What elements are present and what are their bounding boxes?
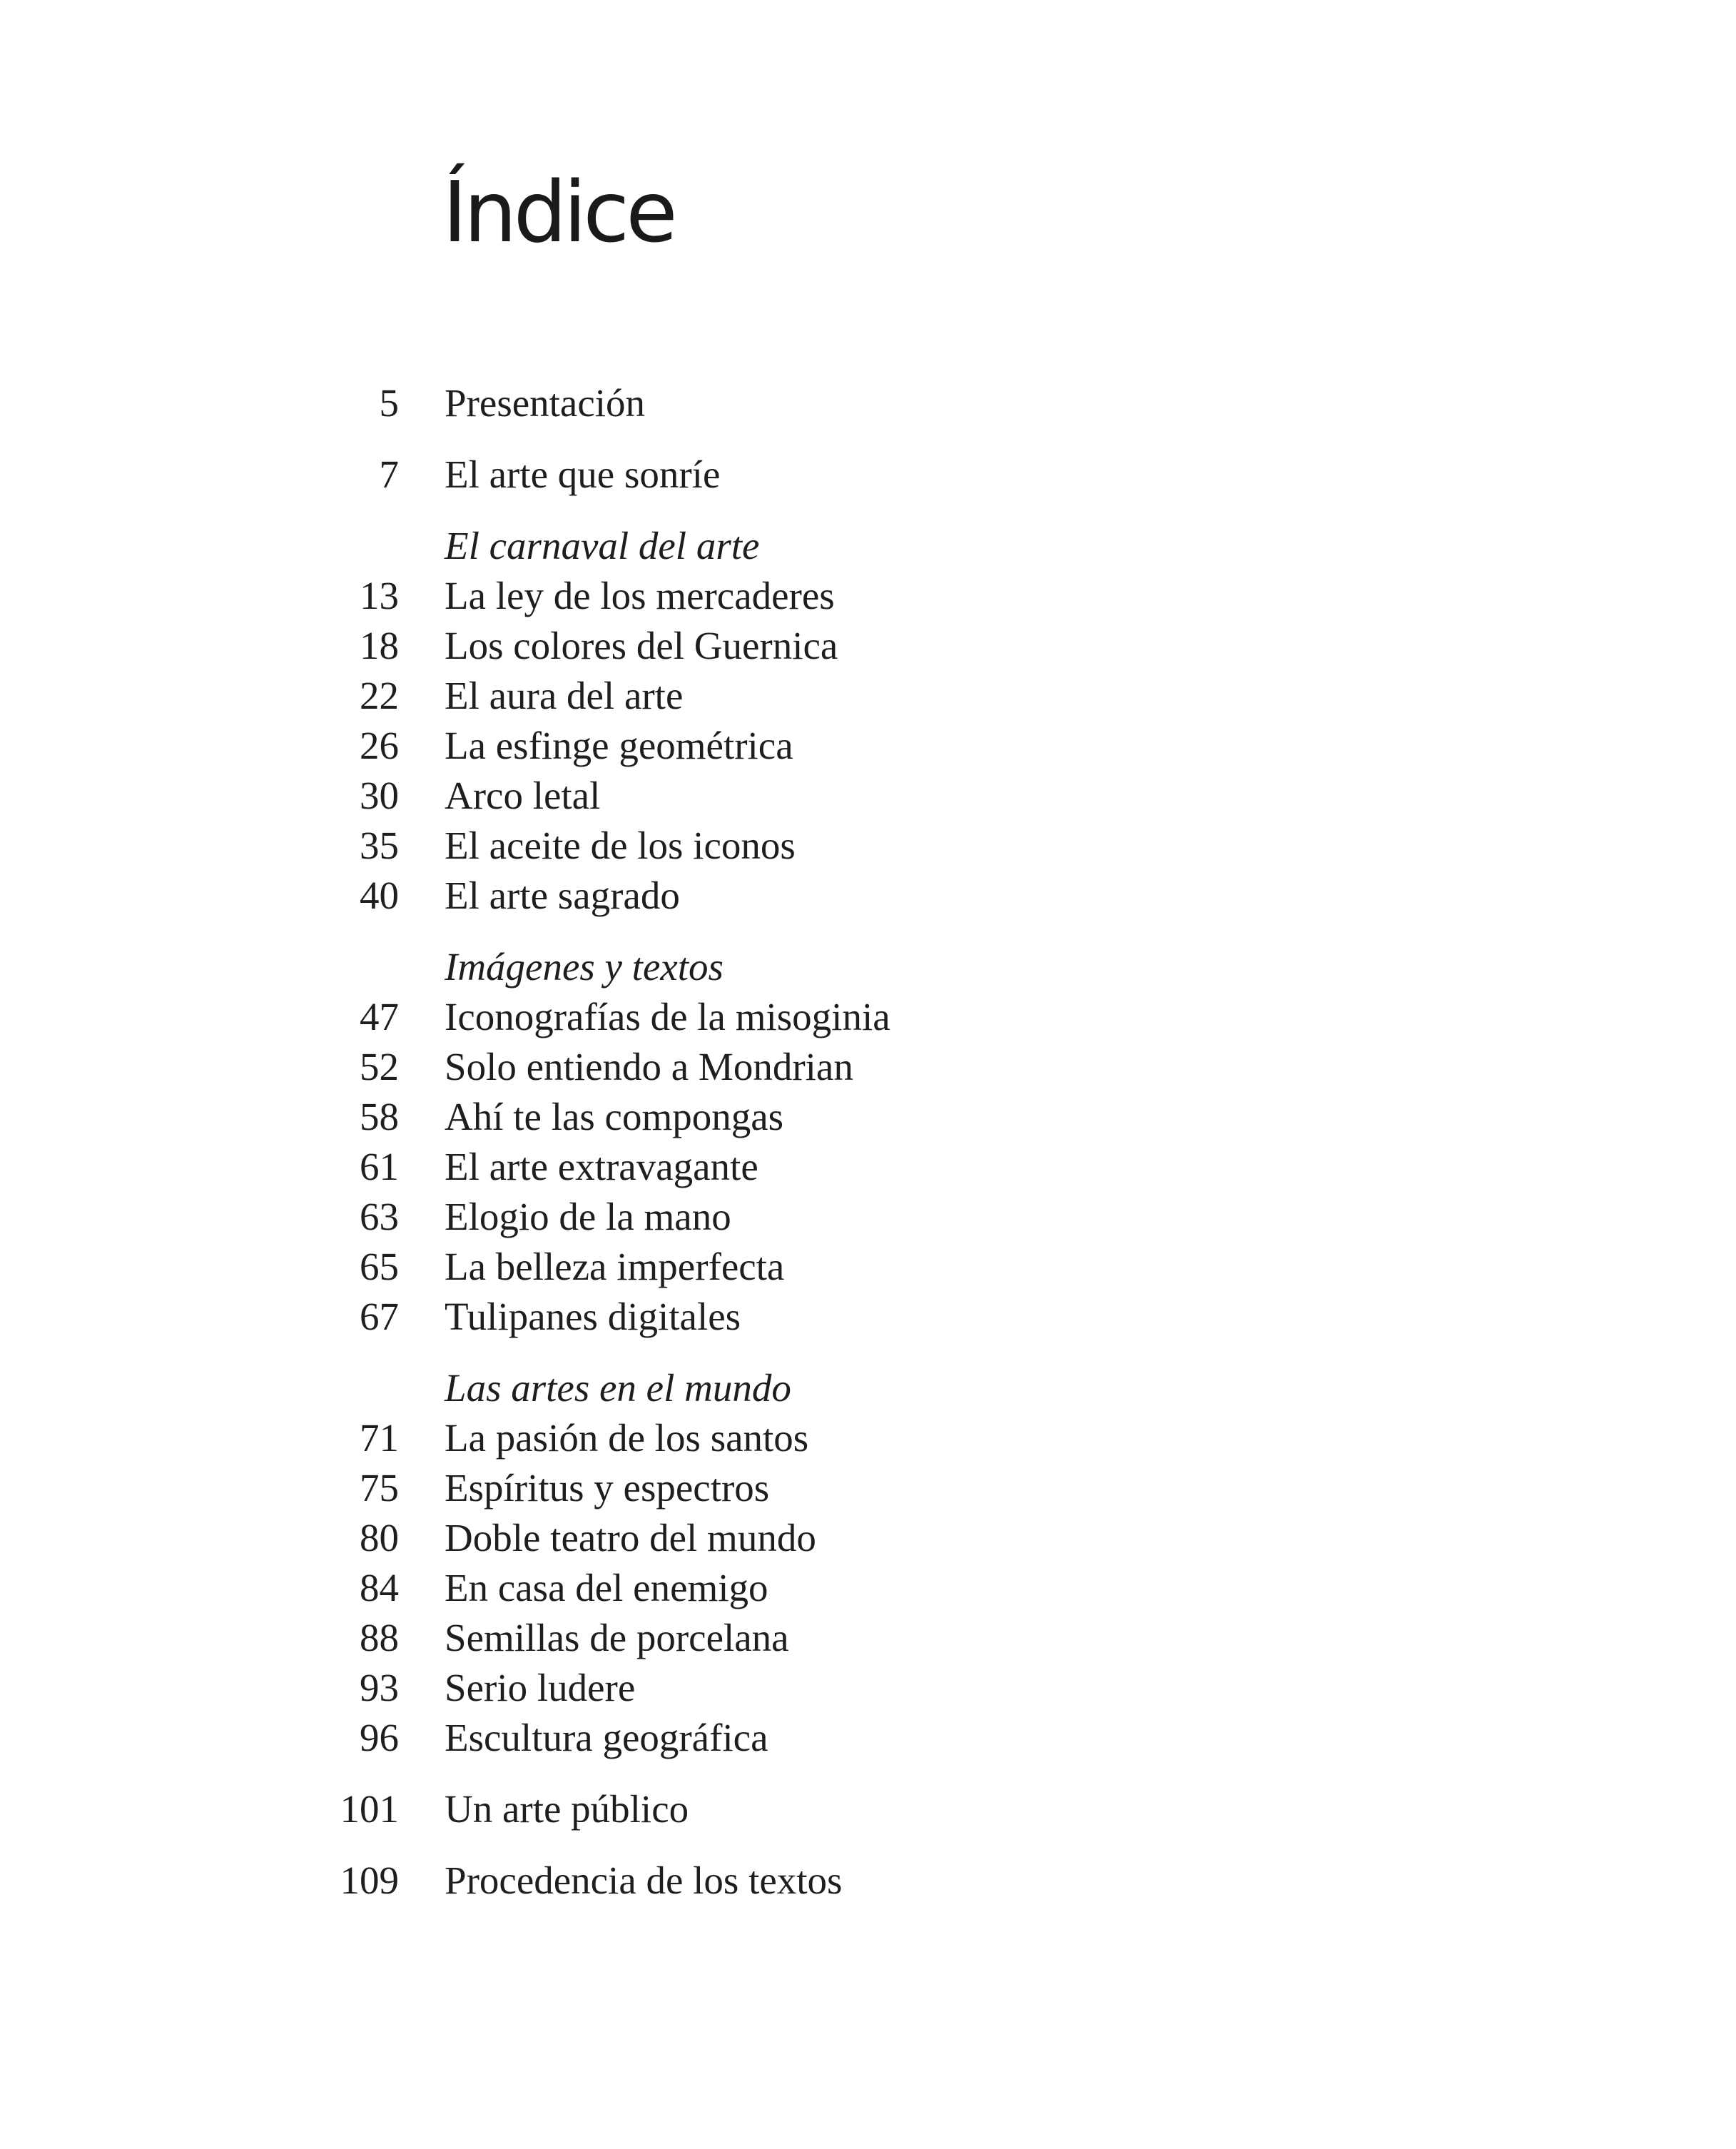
toc-entry[interactable] — [0, 1784, 1736, 1834]
toc-entry[interactable] — [0, 1713, 1736, 1763]
page-title: Índice — [442, 163, 674, 261]
toc-entry[interactable] — [0, 992, 1736, 1042]
toc-entry[interactable] — [0, 1463, 1736, 1513]
toc-page-number: 7 — [379, 452, 399, 496]
toc-entry[interactable] — [0, 1142, 1736, 1192]
toc-entry[interactable] — [0, 1563, 1736, 1613]
toc-page-number: 63 — [360, 1195, 399, 1238]
toc-page-number: 71 — [360, 1416, 399, 1460]
toc-entry-title: Los colores del Guernica — [445, 624, 838, 667]
toc-entry-title: El aceite de los iconos — [445, 824, 796, 867]
toc-entry[interactable] — [0, 1042, 1736, 1092]
toc-entry-title: Presentación — [445, 381, 646, 425]
toc-page-number: 5 — [379, 381, 399, 425]
toc-entry[interactable] — [0, 1092, 1736, 1142]
section-heading: Las artes en el mundo — [445, 1366, 791, 1410]
toc-page-number: 47 — [360, 995, 399, 1038]
toc-entry-title: El arte que sonríe — [445, 452, 721, 496]
toc-entry-title: La esfinge geométrica — [445, 724, 793, 767]
toc-page-number: 65 — [360, 1245, 399, 1288]
toc-page-number: 109 — [340, 1859, 399, 1902]
toc-entry-title: Elogio de la mano — [445, 1195, 731, 1238]
toc-entry-title: Semillas de porcelana — [445, 1616, 789, 1659]
toc-page-number: 35 — [360, 824, 399, 867]
toc-entry[interactable] — [0, 1513, 1736, 1563]
toc-entry-title: La pasión de los santos — [445, 1416, 809, 1460]
toc-page-number: 61 — [360, 1145, 399, 1188]
toc-entry-title: Escultura geográfica — [445, 1716, 768, 1759]
toc-entry[interactable] — [0, 1192, 1736, 1242]
toc-entry[interactable] — [0, 1856, 1736, 1906]
toc-entry-title: Tulipanes digitales — [445, 1295, 741, 1338]
toc-page-number: 26 — [360, 724, 399, 767]
toc-entry[interactable] — [0, 1663, 1736, 1713]
toc-entry-title: Espíritus y espectros — [445, 1466, 770, 1510]
section-heading: El carnaval del arte — [445, 524, 760, 567]
toc-entry[interactable] — [0, 1413, 1736, 1463]
section-heading: Imágenes y textos — [445, 945, 724, 988]
toc-entry[interactable] — [0, 1613, 1736, 1663]
toc-entry[interactable] — [0, 571, 1736, 621]
toc-entry[interactable] — [0, 871, 1736, 921]
toc-entry[interactable] — [0, 1292, 1736, 1342]
toc-page-number: 52 — [360, 1045, 399, 1088]
toc-entry-title: Iconografías de la misoginia — [445, 995, 890, 1038]
toc-entry-title: En casa del enemigo — [445, 1566, 768, 1609]
toc-entry-title: Procedencia de los textos — [445, 1859, 843, 1902]
toc-entry[interactable] — [0, 671, 1736, 721]
toc-page-number: 84 — [360, 1566, 399, 1609]
toc-entry-title: El arte sagrado — [445, 874, 680, 917]
toc-entry-title: Arco letal — [445, 774, 601, 817]
toc-page-number: 101 — [340, 1787, 399, 1831]
toc-page-number: 22 — [360, 674, 399, 717]
toc-entry-title: El aura del arte — [445, 674, 684, 717]
toc-page-number: 40 — [360, 874, 399, 917]
toc-page-number: 75 — [360, 1466, 399, 1510]
toc-page-number: 13 — [360, 574, 399, 617]
toc-page-number: 93 — [360, 1666, 399, 1709]
toc-entry-title: Un arte público — [445, 1787, 689, 1831]
toc-page-number: 30 — [360, 774, 399, 817]
toc-entry-title: La ley de los mercaderes — [445, 574, 835, 617]
toc-entry[interactable] — [0, 721, 1736, 771]
toc-entry[interactable] — [0, 378, 1736, 428]
toc-entry-title: La belleza imperfecta — [445, 1245, 785, 1288]
toc-entry[interactable] — [0, 1242, 1736, 1292]
toc-entry-title: Solo entiendo a Mondrian — [445, 1045, 853, 1088]
toc-page-number: 80 — [360, 1516, 399, 1559]
toc-page-number: 67 — [360, 1295, 399, 1338]
toc-entry[interactable] — [0, 821, 1736, 871]
toc-page-number: 18 — [360, 624, 399, 667]
toc-entry[interactable] — [0, 621, 1736, 671]
toc-page-number: 58 — [360, 1095, 399, 1138]
toc-entry-title: Serio ludere — [445, 1666, 636, 1709]
toc-entry-title: El arte extravagante — [445, 1145, 758, 1188]
toc-page-number: 96 — [360, 1716, 399, 1759]
toc-entry-title: Doble teatro del mundo — [445, 1516, 816, 1559]
toc-entry-title: Ahí te las compongas — [445, 1095, 784, 1138]
toc-page-number: 88 — [360, 1616, 399, 1659]
toc-entry[interactable] — [0, 450, 1736, 500]
toc-entry[interactable] — [0, 771, 1736, 821]
